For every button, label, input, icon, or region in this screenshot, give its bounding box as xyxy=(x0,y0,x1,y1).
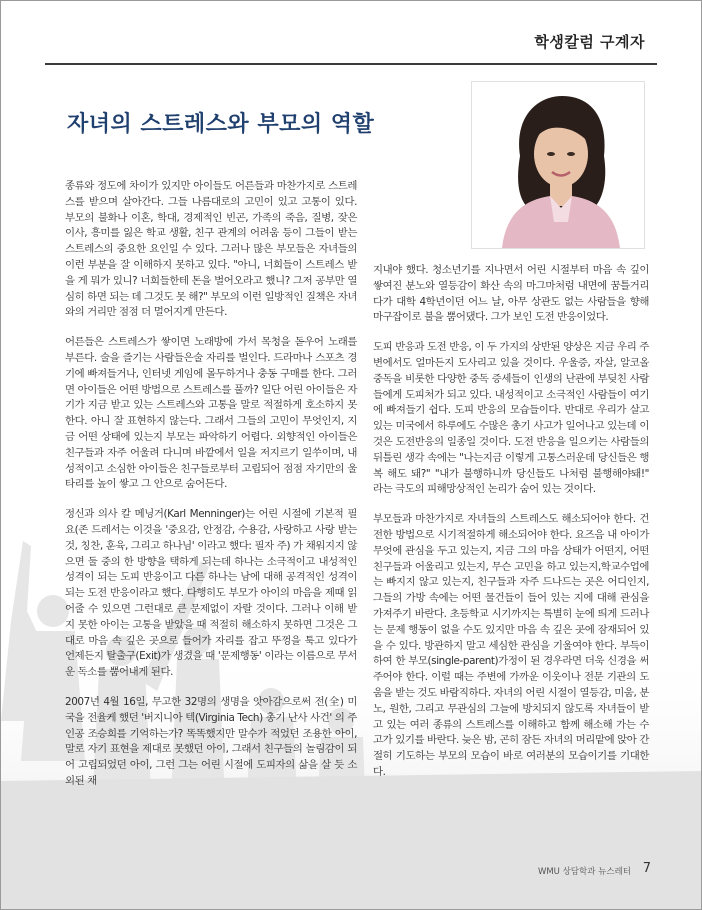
header-divider xyxy=(45,63,657,65)
footer-publication: WMU 상담학과 뉴스레터 xyxy=(537,867,631,877)
article-paragraph: 도피 반응과 도전 반응, 이 두 가지의 상반된 양상은 지금 우리 주변에서도 얼마든지 도사리고 있을 것이다. 우울증, 자살, 알코올 중독을 비롯한 다양한 중독 증세들이 인생의 난관에 부딪친 사람들에게 도피처가 되고 있다. 내성적이고 소극적인 사람들이 여기에 빠져들기 쉽다. 도피 반응의 모습들이다. 반대로 우리가 살고 있는 미국에서 하루에도 수많은 총기 사고가 일어나고 있는데 이것은 도전반응의 일종일 것이다. 도전 반응을 일으키는 사람들의 뒤틀린 생각 속에는 "나는지금 이렇게 고통스러운데 당신들은 행복 해도 돼?" "내가 불행하니까 당신들도 나처럼 불행해야돼!" 라는 극도의 피해망상적인 논리가 숨어 있는 것이다. xyxy=(373,341,649,496)
article-paragraph: 종류와 정도에 차이가 있지만 아이들도 어른들과 마찬가지로 스트레스를 받으며 살아간다. 그들 나름대로의 고민이 있고 고통이 있다. 부모의 불화나 이혼, 학대, 경제적인 빈곤, 가족의 죽음, 질병, 잦은 이사, 흥미를 잃은 학교 생활, 친구 관계의 어려움 등이 그들이 받는 스트레스의 중요한 요인일 수 있다. 그러나 많은 부모들은 자녀들의 이런 부분을 잘 이해하지 못하고 있다. "아니, 너희들이 스트레스 받을 게 뭐가 있니? 너희들한테 돈을 벌어오라고 했니? 그저 공부만 열심히 하면 되는 데 그것도 못 해?" 부모의 이런 일방적인 질책은 자녀와의 거리만 점점 더 멀어지게 만든다. xyxy=(65,180,357,319)
page-number: 7 xyxy=(642,861,651,876)
article-paragraph: 2007년 4월 16일, 무고한 32명의 생명을 앗아감으로써 전(全) 미국을 전율케 했던 '버지니아 텍(Virginia Tech) 총기 난사 사건' 의 주인공 조승희를 기억하는가? 똑똑했지만 말수가 적었던 조용한 아이, 말로 자기 표현을 제대로 못했던 아이, 그래서 친구들의 놀림감이 되어 고립되었던 아이, 그런 그는 어린 시절에 도피자의 삶을 살 듯 소외된 채 xyxy=(65,695,357,787)
article-right-column xyxy=(373,263,649,795)
article-paragraph: 어른들은 스트레스가 쌓이면 노래방에 가서 목청을 돋우어 노래를 부른다. 술을 즐기는 사람들은술 자리를 벌인다. 드라마나 스포츠 경기에 빠져들거나, 인터넷 게임에 몰두하거나 충동 구매를 한다. 그러면 아이들은 어떤 방법으로 스트레스를 풀까? 일단 어린 아이들은 자기가 지금 받고 있는 스트레스와 고통을 말로 적절하게 호소하지 못한다. 아니 잘 표현하지 않는다. 그래서 그들의 고민이 무엇인지, 지금 어떤 상태에 있는지 부모는 파악하기 어렵다. 외향적인 아이들은 친구들과 자주 어울려 다니며 바깥에서 일을 저지르기 일쑤이며, 내성적이고 소심한 아이들은 친구들로부터 고립되어 점점 자기만의 울타리를 높이 쌓고 그 안으로 숨어든다. xyxy=(65,336,357,491)
author-photo xyxy=(471,81,645,249)
article-paragraph: 정신과 의사 칼 메닝거(Karl Menninger)는 어린 시절에 기본적 필요(존 드레서는 이것을 '중요감, 안정감, 수용감, 사랑하고 사랑 받는 것, 칭찬, 훈육, 그리고 하나님' 이라고 했다: 필자 주) 가 채워지지 않으면 둘 중의 한 방향을 택하게 되는데 하나는 소극적이고 내성적인 성격이 되는 도피 반응이고 다른 하나는 남에 대해 공격적인 성격이 되는 도전 반응이라고 했다. 다행히도 부모가 아이의 마음을 제때 읽어줄 수 있으면 그런대로 큰 문제없이 자랄 것이다. 그러나 이해 받지 못한 아이는 고통을 받았을 때 적절히 해소하지 못하면 그것은 그대로 마음 속 깊은 곳으로 들어가 자리를 잡고 뚜껑을 툭고 있다가 언제든지 탈출구(Exit)가 생겼을 때 '문제행동' 이라는 이름으로 무서운 독소를 뿜어내게 된다. xyxy=(65,508,357,679)
article-paragraph: 부모들과 마찬가지로 자녀들의 스트레스도 해소되어야 한다. 건전한 방법으로 시기적절하게 해소되어야 한다. 요즈음 내 아이가 무엇에 관심을 두고 있는지, 지금 그의 마음 상태가 어떤지, 어떤 친구들과 어울리고 있는지, 무슨 고민을 하고 있는지,학교수업에는 빠지지 않고 있는지, 친구들과 자주 드나드는 곳은 어디인지, 그들의 가방 속에는 어떤 물건들이 들어 있는 지에 대해 관심을 가져주기 바란다. 초등학교 시기까지는 특별히 눈에 띄게 드러나는 문제 행동이 없을 수도 있지만 마음 속 깊은 곳에 잠재되어 있을 수 있다. 방관하지 말고 세심한 관심을 기울여야 한다. 부득이하여 한 부모(single-parent)가정이 된 경우라면 더욱 신경을 써 주어야 한다. 이럴 때는 주변에 가까운 이웃이나 전문 기관의 도움을 받는 것도 바람직하다. 자녀의 어린 시절이 열등감, 미움, 분노, 원한, 그리고 무관심의 그늘에 방치되지 않도록 자녀들이 받고 있는 여러 종류의 스트레스를 이해하고 함께 해소해 가는 수고가 있기를 바란다. 늦은 밤, 곤히 잠든 자녀의 머리맡에 앉아 간절히 기도하는 부모의 모습이 바로 여러분의 모습이기를 기대한다. xyxy=(373,513,649,778)
article-left-column xyxy=(65,179,357,804)
article-title: 자녀의 스트레스와 부모의 역할 xyxy=(67,112,375,137)
article-paragraph: 지내야 했다. 청소년기를 지나면서 어린 시절부터 마음 속 깊이 쌓여진 분노와 열등감이 화산 속의 마그마처럼 내면에 꿈틀거리다가 대학 4학년이던 어느 날, 아무 상관도 없는 사람들을 향해 마구잡이로 불을 뿜어댔다. 그가 보인 도전 반응이었다. xyxy=(373,264,649,324)
author-portrait-image xyxy=(472,82,644,248)
column-label: 학생칼럼 구계자 xyxy=(534,33,645,51)
